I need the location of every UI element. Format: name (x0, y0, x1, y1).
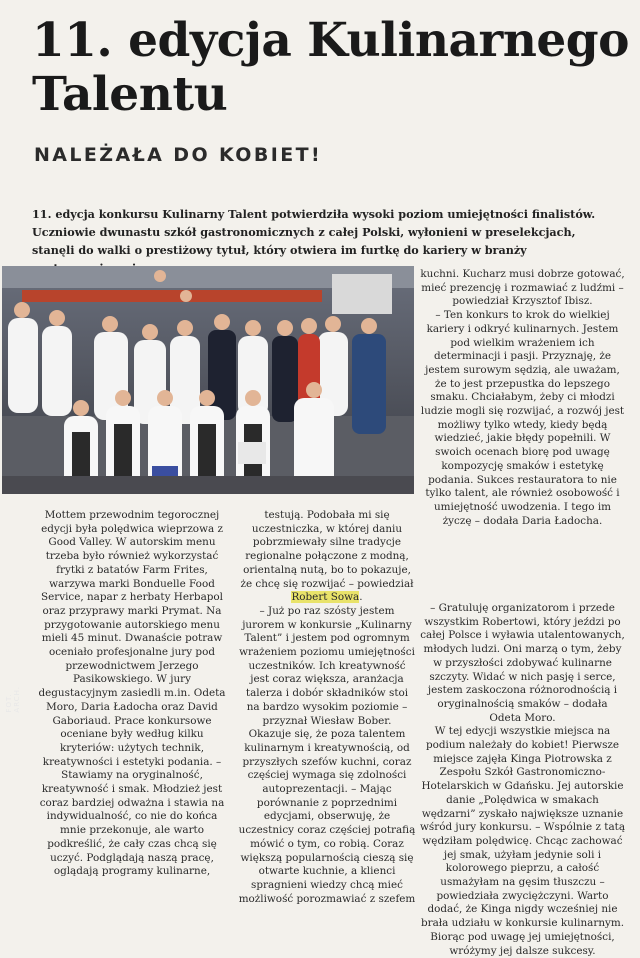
group-photo-illustration (2, 266, 414, 494)
column-right-bottom (420, 602, 625, 958)
paragraph: Okazuje się, że poza talentem kulinarnym i kreatywnością, od przyszłych szefów kuchni, coraz częściej wymaga się zdolności autoprezentacji. – Mając porównanie z poprzednimi edycjami, obserwuję, że uczestnicy coraz częściej potrafią mówić o tym, co robią. Coraz większą popularnością cieszą się otwarte kuchnie, a klienci spragnieni wiedzy chcą mieć możliwość porozmawiać z szefem (238, 728, 416, 905)
article-title: 11. edycja Kulinarnego Talentu (32, 13, 630, 122)
paragraph: kuchni. Kucharz musi dobrze gotować, mieć prezencję i rozmawiać z ludźmi – powiedział Krzysztof Ibisz. (420, 268, 625, 308)
paragraph (238, 509, 416, 605)
paragraph: W tej edycji wszystkie miejsca na podium należały do kobiet! Pierwsze miejsce zajęła Kinga Piotrowska z Zespołu Szkół Gastronomiczno-Hotelarskich w Gdańsku. Jej autorskie danie „Polędwica w smakach wędzarni” zyskało największe uznanie wśród jury konkursu. – Wspólnie z tatą wędziłam polędwicę. Chcąc zachować jej smak, użyłam jedynie soli i kolorowego pieprzu, a całość usmażyłam na gęsim tłuszczu – powiedziała zwyciężczyni. Warto dodać, że Kinga nigdy wcześniej nie brała udziału w konkursie kulinarnym. Biorąc pod uwagę jej umiejętności, wróżymy jej dalsze sukcesy. (420, 725, 626, 957)
paragraph-text-end: . (359, 591, 363, 604)
column-right-top (420, 268, 625, 528)
highlighted-name: Robert Sowa (291, 591, 360, 604)
paragraph: – Już po raz szósty jestem jurorem w konkursie „Kulinarny Talent” i jestem pod ogromnym wrażeniem poziomu umiejętności uczestników. Ich kreatywność jest coraz większa, aranżacja talerza i dobór składników stoi na bardzo wysokim poziomie – przyznał Wiesław Bober. (239, 604, 415, 727)
column-middle (238, 509, 416, 906)
paragraph: – Gratuluję organizatorom i przede wszystkim Robertowi, który jeździ po całej Polsce i wyławia utalentowanych, młodych ludzi. Oni marzą o tym, żeby w przyszłości zdobywać kulinarne szczyty. Widać w nich pasję i serce, jestem zaskoczona różnorodnością i oryginalnością smaków – dodała Odeta Moro. (420, 602, 625, 724)
article-subtitle: NALEŻAŁA DO KOBIET! (34, 144, 323, 166)
paragraph: – Ten konkurs to krok do wielkiej kariery i odkryć kulinarnych. Jestem pod wielkim wrażeniem ich determinacji i pasji. Przyznaję, że jestem surowym sędzią, ale uważam, że to jest przepustka do lepszego smaku. Chciałabym, żeby ci młodzi ludzie mogli się rozwijać, a rozwój jest możliwy tylko wtedy, kiedy będą wiedzieć, jakie błędy popełnili. W swoich ocenach biorę pod uwagę kompozycję smaków i estetykę podania. Sukces restauratora to nie tylko talent, ale również osobowość i umiejętność uwodzenia. I tego im życzę – dodała Daria Ładocha. (420, 309, 625, 527)
column-left (34, 509, 230, 879)
paragraph: Mottem przewodnim tegorocznej edycji była polędwica wieprzowa z Good Valley. W autorskim menu trzeba było również wykorzystać frytki z batatów Farm Frites, warzywa marki Bonduelle Food Service, napar z herbaty Herbapol oraz przyprawy marki Prymat. Na przygotowanie autorskiego menu mieli 45 minut. Dwanaście potraw oceniało profesjonalne jury pod przewodnictwem Jerzego Pasikowskiego. W jury degustacyjnym zasiedli m.in. Odeta Moro, Daria Ładocha oraz David Gaboriaud. Prace konkursowe oceniane były według kilku kryteriów: użytych technik, kreatywności i estetyki podania. – Stawiamy na oryginalność, kreatywność i smak. Młodzież jest coraz bardziej odważna i stawia na indywidualność, co nie do końca mnie przekonuje, ale warto podkreślić, że cały czas chcą się uczyć. Podglądają naszą pracę, oglądają programy kulinarne, (38, 509, 226, 878)
paragraph-text: testują. Podobała mi się uczestniczka, w której daniu pobrzmiewały silne tradycje regionalne połączone z modną, orientalną nutą, bo to pokazuje, że chcę się rozwijać – powiedział (240, 509, 414, 590)
photo-credit: FOT. ARCH. (5, 686, 21, 713)
article-lead: 11. edycja konkursu Kulinarny Talent potwierdziła wysoki poziom umiejętności finalistów. Uczniowie dwunastu szkół gastronomicznych z całej Polski, wyłonieni w preselekcjach, stanęli do walki o prestiżowy tytuł, który otwiera im furtkę do kariery w branży (32, 207, 596, 257)
